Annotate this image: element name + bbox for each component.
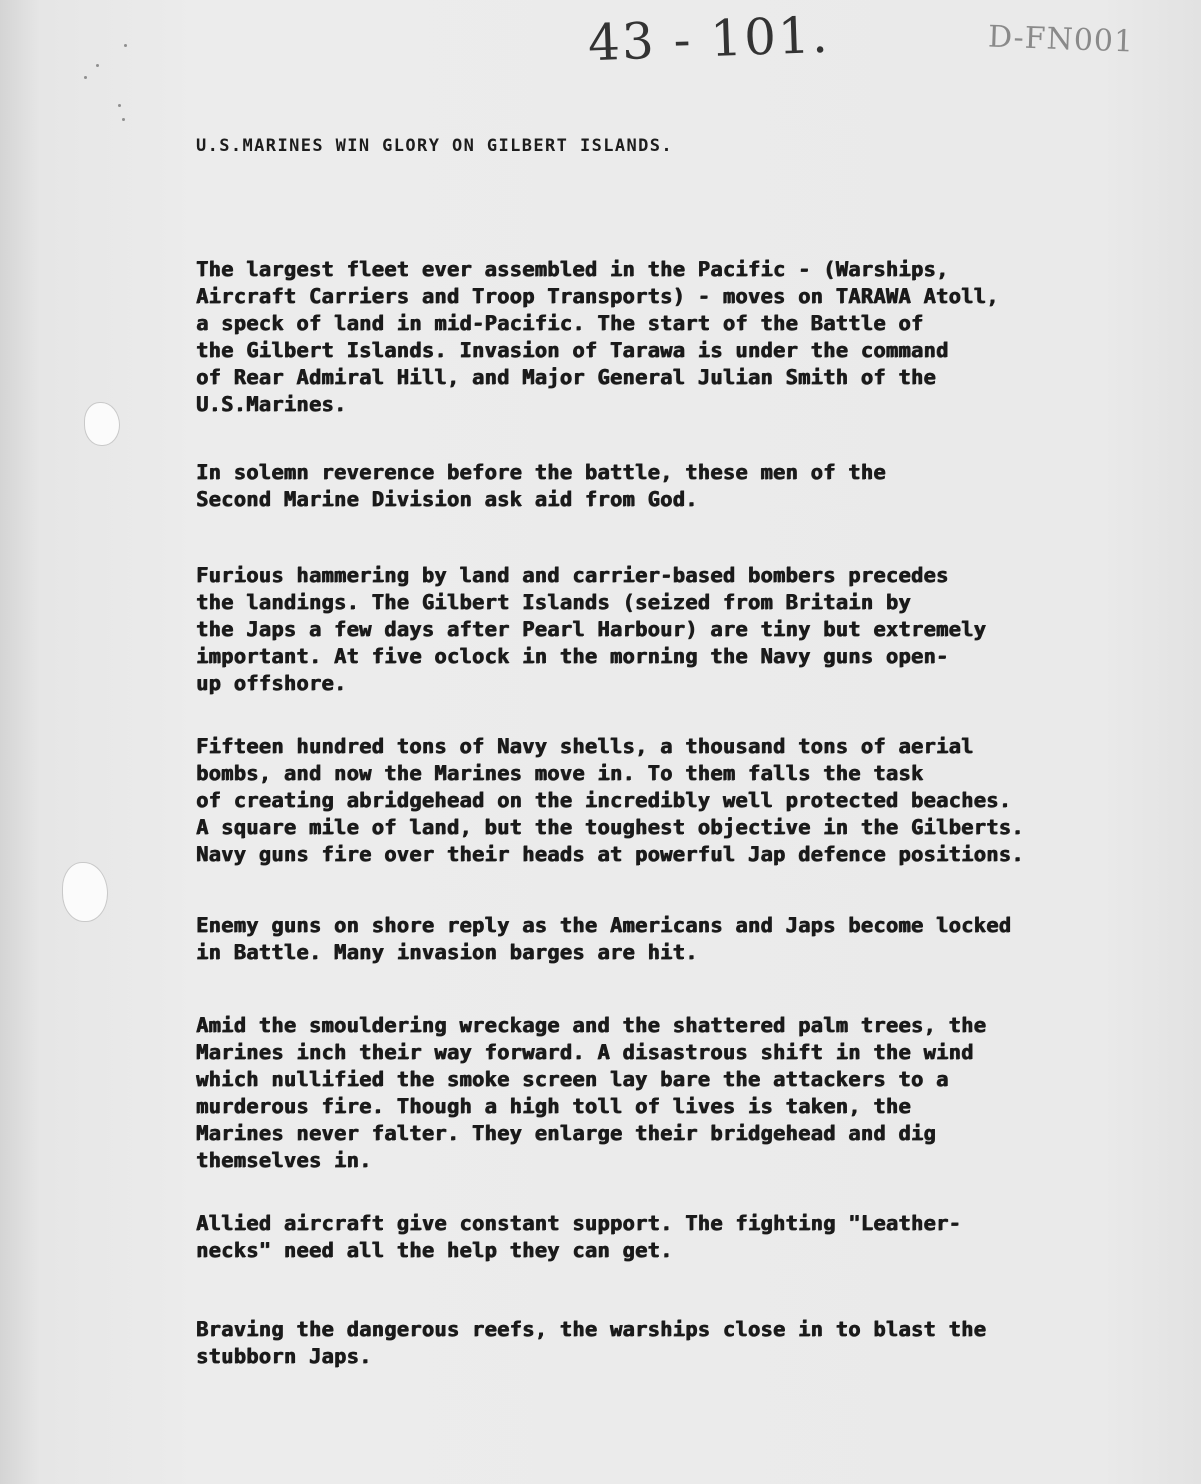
text-line: Fifteen hundred tons of Navy shells, a thousand tons of aerial	[196, 734, 974, 758]
paragraph-bombers	[196, 562, 986, 697]
text-line: Marines never falter. They enlarge their bridgehead and dig	[196, 1121, 936, 1145]
text-line: The largest fleet ever assembled in the Pacific - (Warships,	[196, 257, 949, 281]
text-line: U.S.Marines.	[196, 392, 347, 416]
text-line: Marines inch their way forward. A disastrous shift in the wind	[196, 1040, 974, 1064]
text-line: necks" need all the help they can get.	[196, 1238, 673, 1262]
handwritten-archive-code: D-FN001	[987, 19, 1135, 60]
text-line: important. At five oclock in the morning the Navy guns open-	[196, 644, 949, 668]
text-line: up offshore.	[196, 671, 347, 695]
paragraph-enemy-guns	[196, 912, 1011, 966]
text-line: In solemn reverence before the battle, these men of the	[196, 460, 886, 484]
text-line: A square mile of land, but the toughest objective in the Gilberts.	[196, 815, 1024, 839]
text-line: Allied aircraft give constant support. The fighting "Leather-	[196, 1211, 962, 1235]
text-line: stubborn Japs.	[196, 1344, 372, 1368]
text-line: which nullified the smoke screen lay bare the attackers to a	[196, 1067, 949, 1091]
text-line: Navy guns fire over their heads at powerful Jap defence positions.	[196, 842, 1024, 866]
paragraph-reverence	[196, 459, 886, 513]
paper-speck	[84, 76, 87, 79]
paragraph-fleet	[196, 256, 999, 418]
punch-hole-top	[84, 402, 120, 446]
text-line: Aircraft Carriers and Troop Transports) - moves on TARAWA Atoll,	[196, 284, 999, 308]
text-line: Enemy guns on shore reply as the Americans and Japs become locked	[196, 913, 1012, 937]
paper-speck	[122, 118, 125, 121]
document-title: U.S.MARINES WIN GLORY ON GILBERT ISLANDS.	[196, 136, 674, 156]
text-line: the landings. The Gilbert Islands (seized from Britain by	[196, 590, 911, 614]
text-line: in Battle. Many invasion barges are hit.	[196, 940, 698, 964]
text-line: murderous fire. Though a high toll of lives is taken, the	[196, 1094, 911, 1118]
text-line: Braving the dangerous reefs, the warships close in to blast the	[196, 1317, 987, 1341]
paper-speck	[118, 104, 121, 107]
paper-speck	[124, 44, 127, 47]
text-line: themselves in.	[196, 1148, 372, 1172]
text-line: a speck of land in mid-Pacific. The start of the Battle of	[196, 311, 924, 335]
punch-hole-bottom	[62, 862, 108, 922]
handwritten-reference-number: 43 - 101.	[587, 5, 831, 73]
text-line: the Japs a few days after Pearl Harbour) are tiny but extremely	[196, 617, 987, 641]
paragraph-shells	[196, 733, 1024, 868]
text-line: Furious hammering by land and carrier-based bombers precedes	[196, 563, 949, 587]
paper-speck	[96, 64, 99, 67]
text-line: of Rear Admiral Hill, and Major General Julian Smith of the	[196, 365, 936, 389]
text-line: the Gilbert Islands. Invasion of Tarawa is under the command	[196, 338, 949, 362]
paragraph-wreckage	[196, 1012, 986, 1174]
paragraph-aircraft	[196, 1210, 961, 1264]
text-line: bombs, and now the Marines move in. To them falls the task	[196, 761, 924, 785]
text-line: Second Marine Division ask aid from God.	[196, 487, 698, 511]
text-line: Amid the smouldering wreckage and the shattered palm trees, the	[196, 1013, 987, 1037]
paragraph-warships	[196, 1316, 986, 1370]
text-line: of creating abridgehead on the incredibly well protected beaches.	[196, 788, 1012, 812]
